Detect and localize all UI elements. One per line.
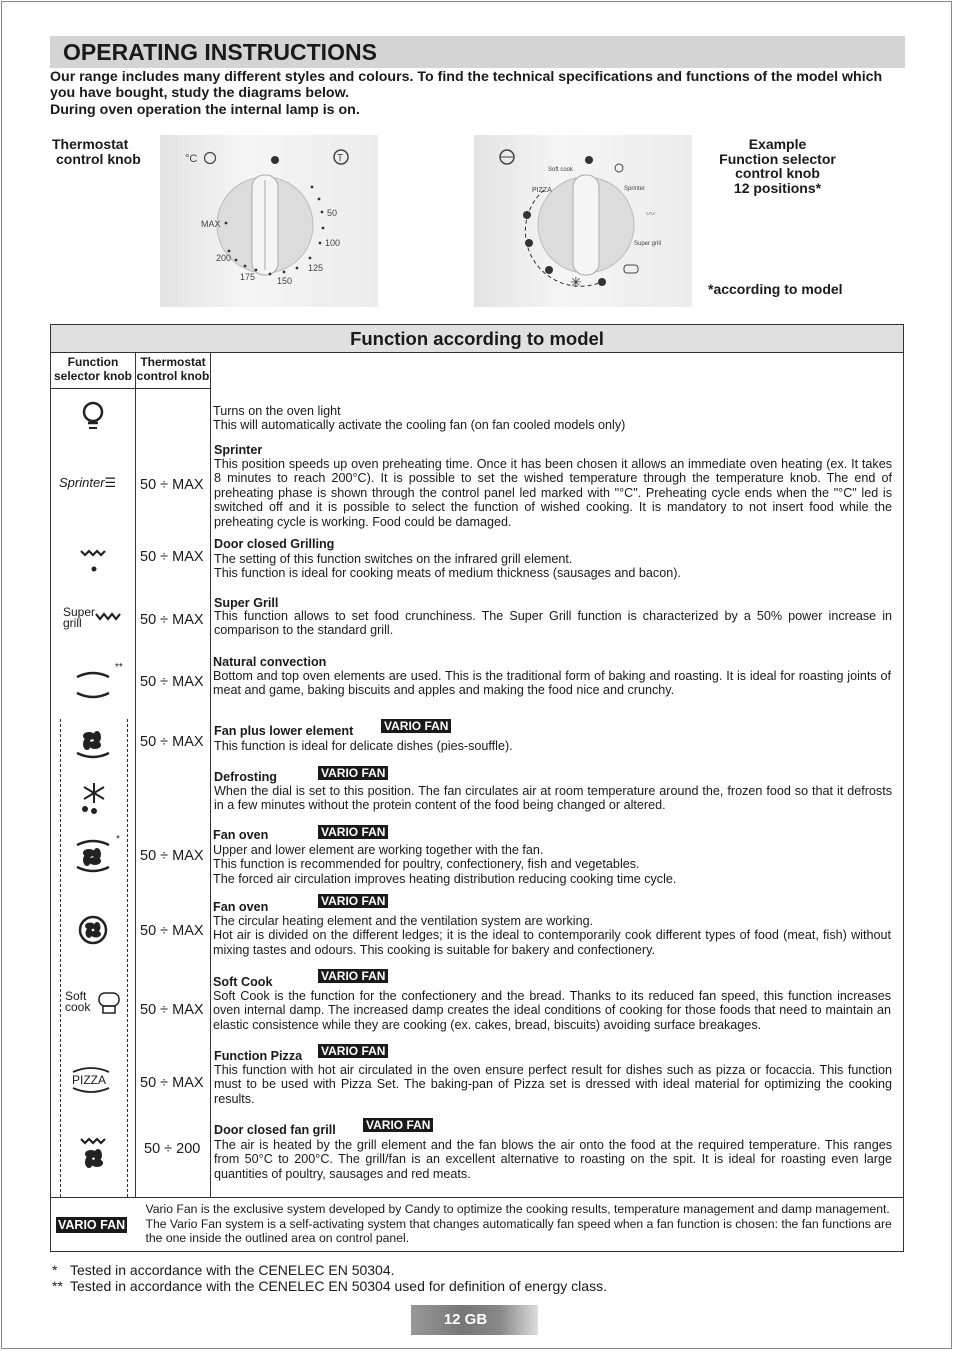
svg-text:Soft cook: Soft cook xyxy=(548,167,574,173)
footnotes xyxy=(52,1262,607,1294)
vario-fan-badge: VARIO FAN xyxy=(318,766,388,780)
fan-lower-element-icon xyxy=(75,725,111,759)
svg-text:〰: 〰 xyxy=(646,209,656,219)
intro-line: you have bought, study the diagrams below. xyxy=(50,85,350,102)
vario-fan-badge: VARIO FAN xyxy=(58,1217,126,1232)
function-text: This function allows to set food crunchiness. The Super Grill function is characterized by a 50% power increase in comparison to the standard grill. xyxy=(214,608,892,637)
vario-area-right xyxy=(127,719,128,1197)
function-title: Fan plus lower element xyxy=(214,723,354,738)
function-text: Turns on the oven light This will automatically activate the cooling fan (on fan cooled models only) xyxy=(213,403,626,432)
svg-text:175: 175 xyxy=(240,272,256,282)
lamp-icon xyxy=(81,401,105,433)
celsius-label: °C xyxy=(185,153,198,165)
function-title: Super Grill xyxy=(214,595,279,610)
function-text: Upper and lower element are working together with the fan. This function is recommended for poultry, confectionery, fish and vegetables. The forced air circulation improves heating distribution reducing cooking time cycle. xyxy=(213,842,677,886)
function-title: Sprinter xyxy=(214,442,263,457)
fan-grill-icon xyxy=(79,1135,109,1171)
convection-icon xyxy=(624,265,638,273)
function-title: Fan oven xyxy=(213,899,269,914)
vario-fan-badge: VARIO FAN xyxy=(318,825,388,839)
function-text: This position speeds up oven preheating time. Once it has been chosen it allows an immediate oven heating (ex. It takes 8 minutes to reach 200°C). It is possible to set the wished temperature through the temperature knob. The end of preheating phase is shown through the control panel led marked with "°C". Preheating cycle ends when the "°C" led is switched off and it is possible to select the function of wished cooking. It is mandatory to not insert food while the preheating cycle is working. Food could be damaged. xyxy=(214,456,892,529)
defrost-icon xyxy=(79,781,109,815)
knob-grip xyxy=(573,175,599,275)
intro-text xyxy=(50,69,910,118)
thermo-range: 50 ÷ 200 xyxy=(144,1141,201,1157)
label-line: Thermostat xyxy=(52,136,129,152)
col-header-line: selector knob xyxy=(53,369,133,383)
label-line: Example xyxy=(748,136,807,152)
label-line: control knob xyxy=(735,165,820,181)
label-line: Function selector xyxy=(719,150,836,167)
function-title: Soft Cook xyxy=(213,974,273,989)
sprinter-icon: Sprinter☰ xyxy=(59,475,117,490)
soft-cook-icon: Soft cook xyxy=(65,991,125,1017)
thermo-range: 50 ÷ MAX xyxy=(140,1075,204,1091)
svg-text:200: 200 xyxy=(216,253,232,263)
thermo-range: 50 ÷ MAX xyxy=(140,674,204,690)
page-number: 12 GB xyxy=(411,1305,538,1335)
vario-fan-badge: VARIO FAN xyxy=(318,969,388,983)
function-text: When the dial is set to this position. The fan circulates air at room temperature around the, frozen food so that it defrosts in a few minutes without the protein content of the food being changed or altered. xyxy=(214,783,892,812)
intro-line: Our range includes many different styles and colours. To find the technical specifications and functions of the model which xyxy=(50,69,883,85)
according-note: *according to model xyxy=(708,281,843,297)
function-text: The setting of this function switches on the infrared grill element. This function is ideal for cooking meats of medium thickness (sausages and bacon). xyxy=(214,551,681,580)
function-title: Door closed Grilling xyxy=(214,536,335,551)
selector-knob-diagram xyxy=(474,135,692,307)
thermo-range: 50 ÷ MAX xyxy=(140,848,204,864)
label-line: control knob xyxy=(56,151,141,167)
indicator-dot xyxy=(271,156,279,164)
intro-line: During oven operation the internal lamp is on. xyxy=(50,101,360,118)
vario-fan-badge: VARIO FAN xyxy=(318,894,388,908)
svg-text:✳: ✳ xyxy=(570,274,582,290)
icons-column xyxy=(51,389,136,1198)
thermo-range: 50 ÷ MAX xyxy=(140,1002,204,1018)
function-title: Function Pizza xyxy=(214,1048,303,1063)
function-title: Natural convection xyxy=(213,654,327,669)
function-text: Bottom and top oven elements are used. This is the traditional form of baking and roasting. It is ideal for roasting joints of meat and game, baking biscuits and apples and making the food nice and crunchy. xyxy=(213,668,891,697)
function-title: Door closed fan grill xyxy=(214,1122,336,1137)
pizza-icon: PIZZA xyxy=(71,1066,111,1094)
svg-text:MAX: MAX xyxy=(201,219,221,229)
vario-fan-badge: VARIO FAN xyxy=(318,1044,388,1058)
tested-mark: * xyxy=(116,834,120,845)
lamp-icon xyxy=(615,164,623,172)
description-column xyxy=(211,389,904,1198)
svg-text:Sprinter: Sprinter xyxy=(624,186,646,192)
function-table xyxy=(50,324,904,1252)
page-title: OPERATING INSTRUCTIONS xyxy=(63,39,377,65)
vario-fan-badge: VARIO FAN xyxy=(363,1118,433,1132)
thermostat-knob-diagram xyxy=(160,135,378,307)
function-text: Soft Cook is the function for the confectionery and the bread. Thanks to its reduced fan speed, this function increases oven internal damp. The increased damp creates the ideal conditions of cooking for those foods that need to maintain an elastic consistence while they are cooking (ex. cakes, bread, biscuits) avoiding surface breakages. xyxy=(213,988,891,1032)
energy-class-mark: ** xyxy=(115,662,123,673)
function-text: This function is ideal for delicate dishes (pies-souffle). xyxy=(214,738,513,753)
vario-fan-note: Vario Fan is the exclusive system developed by Candy to optimize the cooking results, temperature management and damp management. The Vario Fan system is a self-activating system that changes automatically fan speed when a fan function is chosen: the fan functions are the one inside the outlined area on control panel. xyxy=(136,1198,904,1252)
thermo-range: 50 ÷ MAX xyxy=(140,734,204,750)
function-text: The air is heated by the grill element and the fan blows the air onto the food at the required temperature. This ranges from 50°C to 200°C. The grill/fan is an excellent alternative to roasting on the spit. It is ideal for roasting even large quantities of poultry, sausages and red meats. xyxy=(214,1137,892,1181)
title-bar xyxy=(50,36,905,68)
thermo-range: 50 ÷ MAX xyxy=(140,612,204,628)
function-title: Defrosting xyxy=(214,769,277,784)
col-header-blank xyxy=(211,353,904,389)
vario-area-left xyxy=(60,719,61,1197)
selector-knob-label xyxy=(700,137,855,195)
grill-icon xyxy=(79,547,109,573)
super-grill-icon: Super grill xyxy=(63,607,125,631)
footer-badge-cell xyxy=(51,1198,136,1252)
svg-text:150: 150 xyxy=(277,276,293,286)
col-header-line: Thermostat xyxy=(140,355,206,369)
thermo-range: 50 ÷ MAX xyxy=(140,923,204,939)
svg-text:50: 50 xyxy=(327,208,338,218)
col-header-line: Function xyxy=(67,355,119,369)
indicator-dot xyxy=(585,156,593,164)
label-line: 12 positions* xyxy=(733,179,822,196)
col-header-line: control knob xyxy=(136,369,210,383)
col-header-thermostat xyxy=(136,353,211,389)
svg-text:125: 125 xyxy=(308,263,324,273)
svg-text:Super grill: Super grill xyxy=(634,241,662,247)
footnote: * Tested in accordance with the CENELEC EN 50304. xyxy=(52,1262,395,1278)
function-text: The circular heating element and the ventilation system are working. Hot air is divided on the different ledges; it is the ideal to contemporarily cook different types of food (meat, fish) without mixing tastes and odours. This cooking is suitable for bakery and confectionery. xyxy=(213,913,891,957)
svg-text:T: T xyxy=(337,153,344,164)
vario-fan-badge: VARIO FAN xyxy=(381,719,451,733)
led-icon xyxy=(205,153,216,164)
thermo-range: 50 ÷ MAX xyxy=(140,477,204,493)
thermo-range: 50 ÷ MAX xyxy=(140,549,204,565)
svg-text:PIZZA: PIZZA xyxy=(532,187,552,194)
fan-oven-icon xyxy=(75,839,111,873)
natural-convection-icon xyxy=(75,669,111,701)
function-title: Fan oven xyxy=(213,827,269,842)
col-header-selector xyxy=(51,353,136,389)
thermostat-knob-label xyxy=(52,137,141,167)
footnote: ** Tested in accordance with the CENELEC EN 50304 used for definition of energy class. xyxy=(52,1278,607,1294)
circular-fan-icon xyxy=(77,914,109,946)
function-text: This function with hot air circulated in the oven ensure perfect result for dishes such as pizza or focaccia. This function must to be used with Pizza Set. The baking-pan of Pizza set is dressed with ideal material for optimizing the cooking results. xyxy=(214,1062,892,1106)
thermostat-column xyxy=(136,389,211,1198)
table-header: Function according to model xyxy=(51,325,904,353)
svg-text:100: 100 xyxy=(325,238,341,248)
